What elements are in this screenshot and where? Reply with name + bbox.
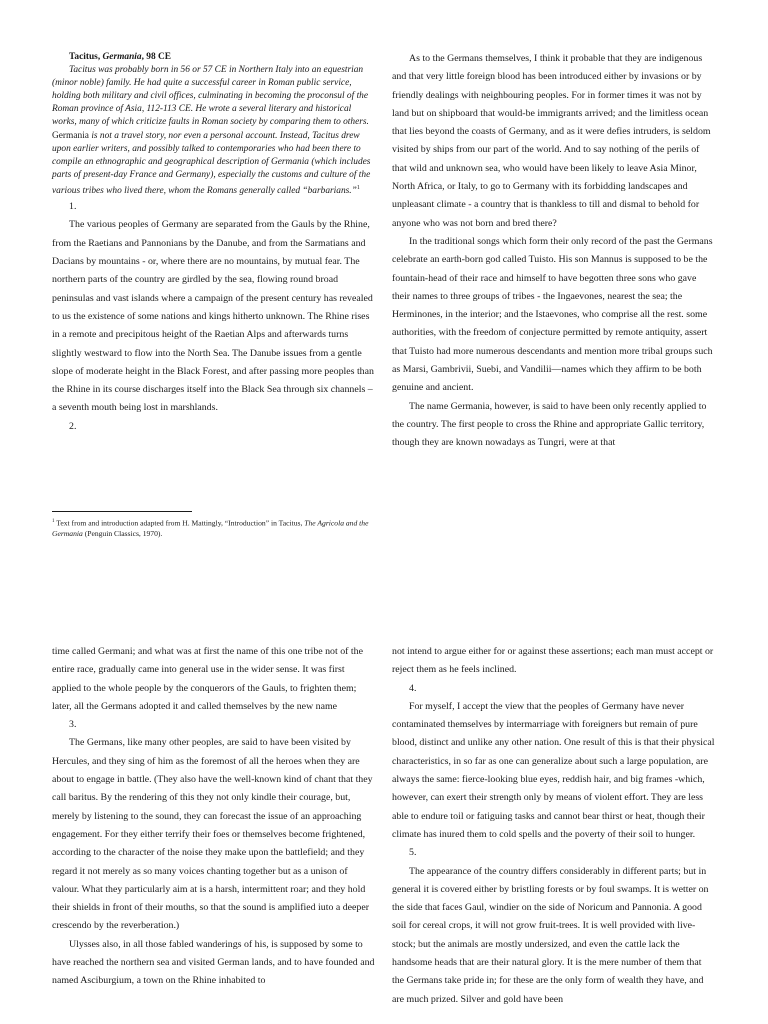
paragraph: The Germans, like many other peoples, are said to have been visited by Hercules, and they sing of him as the foremost of all the heroes when they are about to engage in battle. (They also have the well-known kind of chant that they call baritus. By the rendering of this they not only kindle their courage, but, merely by listening to the sound, they can forecast the issue of an approaching engagement. For they either terrify their foes or themselves become frightened, according to the character of the noise they make upon the battlefield; and they regard it not merely as so many voices chanting together but as a unison of valour. What they particularly aim at is a harsh, intermittent roar; and they hold their shields in front of their mouths, so that the sound is amplified iuto a deeper crescendo by the reverberation.) [52, 737, 373, 932]
footnote-separator [52, 511, 192, 512]
introduction [52, 51, 375, 198]
paragraph: Ulysses also, in all those fabled wanderings of his, is supposed by some to have reached the northern sea and visited German lands, and to have founded and named Asciburgium, a town on the Rhine inhabited to [52, 938, 375, 987]
section-number: 2. [69, 420, 77, 432]
paragraph: The various peoples of Germany are separated from the Gauls by the Rhine, from the Raetians and Pannonians by the Danube, and from the Sarmatians and Dacians by mountains - or, where there are no mountains, by mutual fear. The northern parts of the country are girdled by the sea, flowing round broad peninsulas and vast islands where a campaign of the present century has revealed to us the existence of some nations and kings hitherto unknown. The Rhine rises in a remote and precipitous height of the Raetian Alps and afterwards turns slightly westward to flow into the North Sea. The Danube issues from a gentle slope of moderate height in the Black Forest, and after passing more peoples than the Rhine in its course discharges itself into the Black Sea through six channels – a seventh mouth being lost in marshlands. [52, 219, 374, 414]
intro-paragraph: Tacitus was probably born in 56 or 57 CE in Northern Italy into an equestrian (minor noble) family. He had quite a successful career in Roman public service, holding both military and civil offices, culminating in becoming the proconsul of the Roman province of Asia, 112-113 CE. He wrote a several literary and historical works, many of which criticize faults in Roman society by comparing them to others. Germania is not a travel story, nor even a personal account. Instead, Tacitus drew upon earlier writers, and possibly talked to contemporaries who had been there to compile an ethnographic and geographical description of Germania (which includes parts of present-day France and Germany), especially the customs and culture of the various tribes who lived there, whom the Romans generally called “barbarians.”$^1$ [52, 65, 371, 197]
paragraph: In the traditional songs which form their only record of the past the Germans celebrate an earth-born god called Tuisto. His son Mannus is supposed to be the fountain-head of their race and himself to have begotten three sons who gave their names to three groups of tribes - the Ingaevones, nearest the sea; the Herminones, in the interior; and the Istaevones, who comprise all the rest. some authorities, with the freedom of conjecture permitted by remote antiquity, assert that Tuisto had more numerous descendants and mention more tribal groups such as Marsi, Gambrivii, Suebi, and Vandilii—names which they affirm to be both genuine and ancient. [392, 235, 713, 394]
footnote: $^1$ Text from and introduction adapted from H. Mattingly, “Introduction” in Tacitus, The Agricola and the Germania (Penguin Classics, 1970). [52, 518, 369, 539]
left-column-body [52, 198, 375, 436]
right-column-body [392, 50, 715, 453]
left-column-page-1 [52, 51, 375, 436]
page-2 [0, 638, 768, 1024]
footnote-reference[interactable]: 1 [356, 184, 360, 191]
right-column-page-1 [392, 50, 715, 453]
left-column-page-2 [52, 643, 375, 991]
section-number: 4. [409, 682, 417, 694]
section-number: 3. [69, 719, 77, 731]
document-title: Tacitus, Germania, 98 CE [69, 52, 172, 62]
paragraph: As to the Germans themselves, I think it probable that they are indigenous and that very little foreign blood has been introduced either by invasions or by friendly dealings with neighbouring peoples. For in former times it was not by land but on shipboard that would-be immigrants arrived; and the limitless ocean that lies beyond the coasts of Germany, and as it were defies intruders, is seldom visited by ships from our part of the world. And to say nothing of the perils of that wild and unknown sea, who would have been likely to leave Asia Minor, North Africa, or Italy, to go to Germany with its forbidding landscapes and unpleasant climate - a country that is thankless to till and dismal to behold for anyone who was not born and bred there? [392, 53, 711, 229]
paragraph: For myself, I accept the view that the peoples of Germany have never contaminated themselves by intermarriage with foreigners but remain of pure blood, distinct and unlike any other nation. One result of this is that their physical characteristics, in so far as one can generalize about such a large population, are always the same: fierce-looking blue eyes, reddish hair, and big frames -which, however, can exert their strength only by means of violent effort. They are less able to endure toil or fatiguing tasks and cannot bear thirst or heat, though their climate has inured them to cold spells and the poverty of their soil to hunger. [392, 700, 715, 840]
paragraph-continuation: not intend to argue either for or against these assertions; each man must accept or reject them as he feels inclined. [392, 646, 714, 676]
paragraph: The name Germania, however, is said to have been only recently applied to the country. The first people to cross the Rhine and appropriate Gallic territory, though they are known nowadays as Tungri, were at that [392, 400, 707, 449]
section-number: 5. [409, 847, 417, 859]
left-column-body [52, 643, 375, 991]
section-number: 1. [69, 201, 77, 213]
paragraph-continuation: time called Germani; and what was at first the name of this one tribe not of the entire race, gradually came into general use in the wider sense. It was first applied to the whole people by the conquerors of the Gauls, to frighten them; later, all the Germans adopted it and called themselves by the new name [52, 646, 363, 712]
paragraph: The appearance of the country differs considerably in different parts; but in general it is covered either by bristling forests or by foul swamps. It is wetter on the side that faces Gaul, windier on the side of Noricum and Pannonia. A good soil for cereal crops, it will not grow fruit-trees. It is well provided with live-stock; but the animals are mostly undersized, and even the cattle lack the handsome heads that are their natural glory. It is the mere number of them that the Germans take pride in; for these are the only form of wealth they have, and are much prized. Silver and gold have been [392, 865, 709, 1005]
right-column-page-2 [392, 643, 715, 1009]
right-column-body [392, 643, 715, 1009]
